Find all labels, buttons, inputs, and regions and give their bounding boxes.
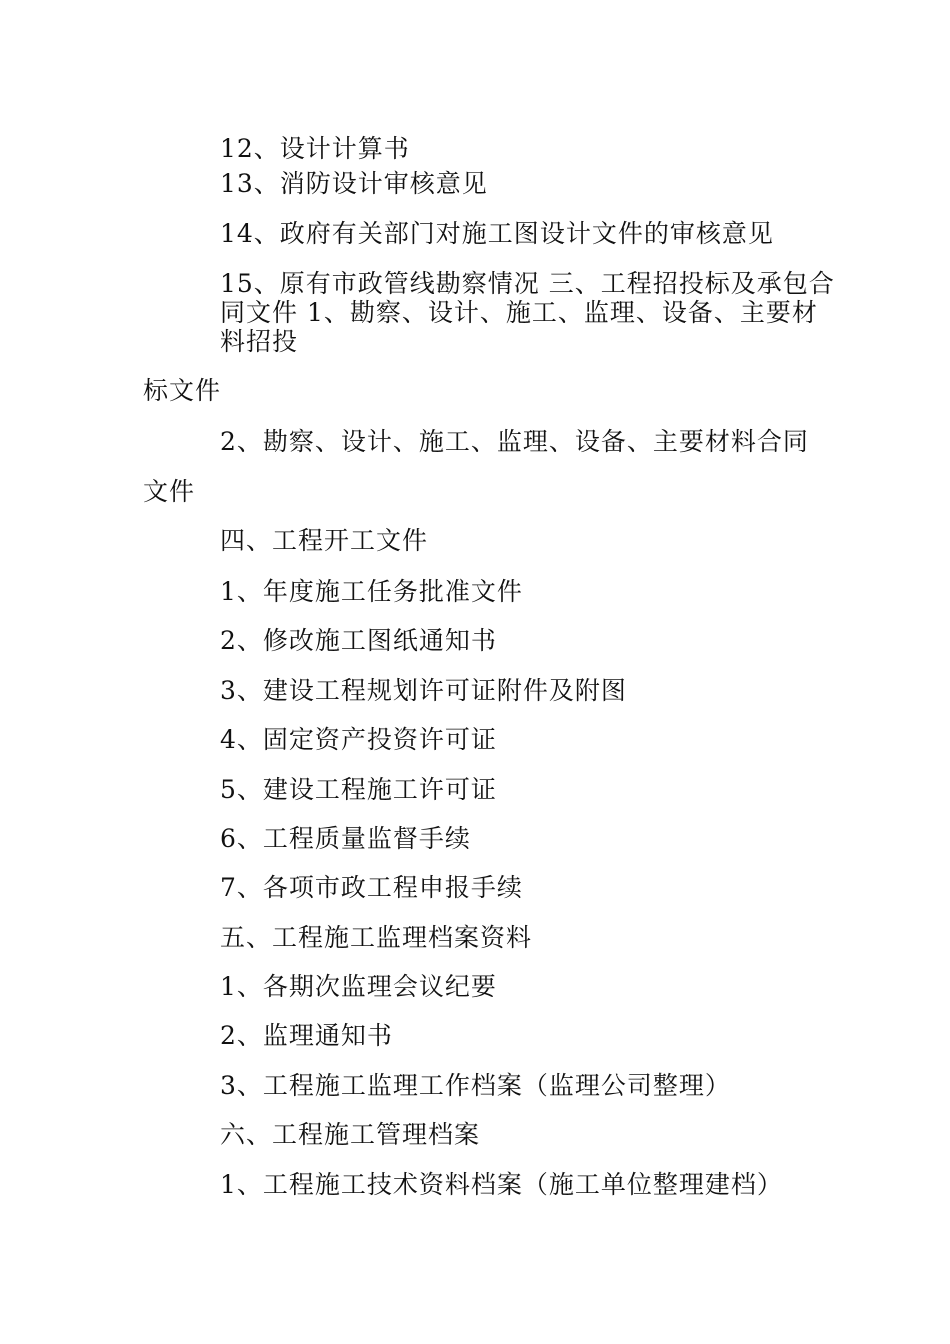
- list-item-14: 14、政府有关部门对施工图设计文件的审核意见: [220, 219, 774, 248]
- list-item: 2、勘察、设计、施工、监理、设备、主要材料合同: [220, 427, 809, 456]
- list-item: 1、年度施工任务批准文件: [220, 577, 523, 606]
- section-heading: 四、工程开工文件: [220, 526, 429, 555]
- list-item: 2、监理通知书: [220, 1021, 393, 1050]
- list-item: 6、工程质量监督手续: [220, 824, 471, 853]
- list-item: 1、工程施工技术资料档案（施工单位整理建档）: [220, 1170, 783, 1199]
- list-item: 3、建设工程规划许可证附件及附图: [220, 676, 627, 705]
- section-heading: 六、工程施工管理档案: [220, 1120, 481, 1149]
- list-item: 4、固定资产投资许可证: [220, 725, 497, 754]
- paragraph-continuation: 标文件: [143, 376, 222, 405]
- paragraph-line: 同文件 1、勘察、设计、施工、监理、设备、主要材: [220, 298, 818, 327]
- list-item-15-paragraph: [220, 269, 835, 356]
- list-item-13: 13、消防设计审核意见: [220, 169, 488, 198]
- list-item-12: 12、设计计算书: [220, 134, 410, 163]
- paragraph-line: 料招投: [220, 327, 299, 356]
- list-item: 7、各项市政工程申报手续: [220, 873, 523, 902]
- list-item: 1、各期次监理会议纪要: [220, 972, 497, 1001]
- paragraph-line: 15、原有市政管线勘察情况 三、工程招投标及承包合: [220, 269, 835, 298]
- list-item: 2、修改施工图纸通知书: [220, 626, 497, 655]
- list-item: 3、工程施工监理工作档案（监理公司整理）: [220, 1071, 731, 1100]
- section-heading: 五、工程施工监理档案资料: [220, 923, 533, 952]
- paragraph-continuation: 文件: [143, 477, 196, 506]
- list-item: 5、建设工程施工许可证: [220, 775, 497, 804]
